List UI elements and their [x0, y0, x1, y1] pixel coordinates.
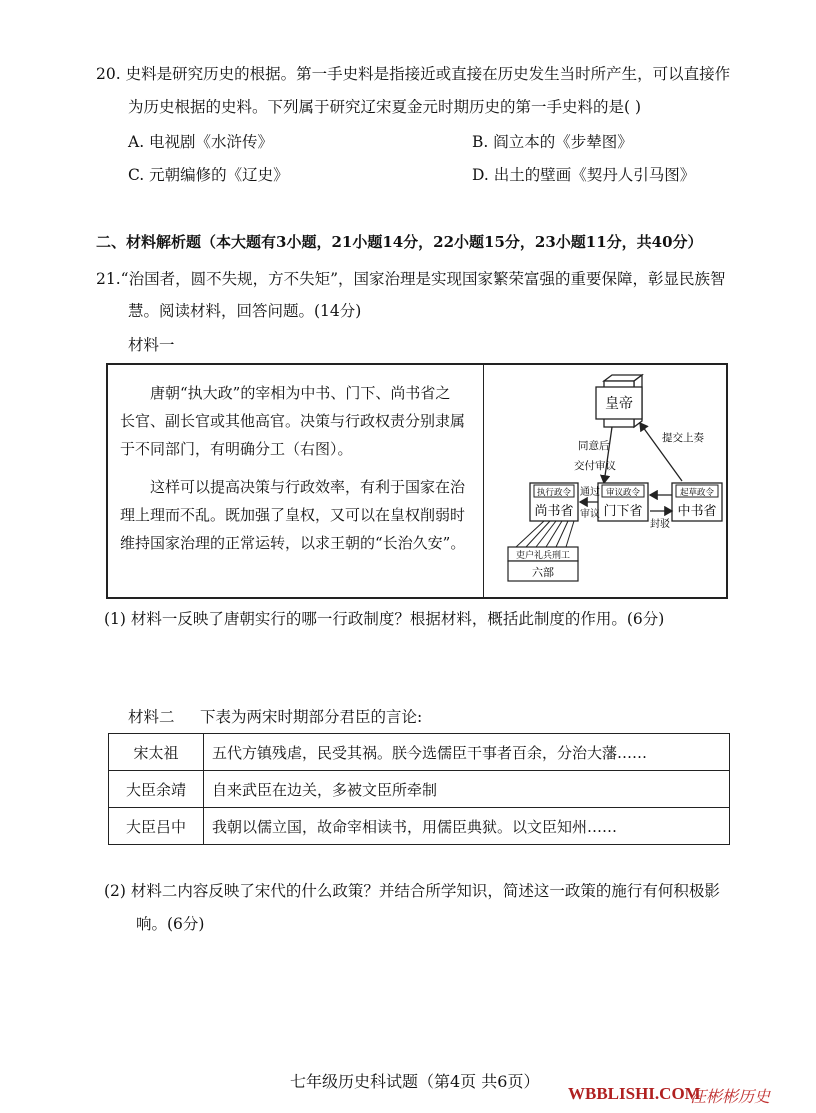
- q20-option-d: D. 出土的壁画《契丹人引马图》: [472, 166, 696, 184]
- material1-text-line4: 这样可以提高决策与行政效率，有利于国家在治: [150, 478, 466, 496]
- arrow-label-submit: 提交上奏: [662, 432, 704, 444]
- shangshu-tag: 执行政令: [536, 488, 572, 498]
- q21-sub1: (1) 材料一反映了唐朝实行的哪一行政制度？根据材料，概括此制度的作用。(6分): [104, 610, 665, 628]
- table-cell-speaker: 大臣吕中: [109, 808, 204, 845]
- material1-box: [106, 363, 728, 599]
- six-ministries-label: 六部: [532, 566, 554, 579]
- material2-table: [108, 733, 730, 845]
- q20-option-b: B. 阎立本的《步辇图》: [472, 133, 633, 151]
- table-cell-speaker: 大臣余靖: [109, 771, 204, 808]
- material1-text-line6: 维持国家治理的正常运转，以求王朝的“长治久安”。: [120, 534, 466, 552]
- material2-intro: 下表为两宋时期部分君臣的言论:: [200, 708, 423, 726]
- watermark-logo: 汪彬彬历史: [690, 1087, 771, 1106]
- menxia-label: 门下省: [603, 504, 643, 519]
- table-row: [109, 771, 730, 808]
- material1-text-line5: 理上理而不乱。既加强了皇权，又可以在皇权削弱时: [120, 506, 466, 524]
- arrow-label-pass: 通过: [580, 487, 600, 498]
- q20-option-c: C. 元朝编修的《辽史》: [128, 166, 289, 184]
- six-ministries-node: [508, 521, 578, 581]
- emperor-node: [596, 375, 642, 427]
- material1-text-line2: 长官、副长官或其他高官。决策与行政权责分别隶属: [120, 412, 466, 430]
- material1-text-line1: 唐朝“执大政”的宰相为中书、门下、尚书省之: [150, 384, 451, 402]
- table-cell-quote: 自来武臣在边关，多被文臣所牵制: [204, 771, 730, 808]
- arrow-label-deliver: 交付审议: [574, 460, 616, 472]
- emperor-label: 皇帝: [605, 396, 633, 412]
- arrow-label-review: 审议: [580, 509, 600, 520]
- table-row: [109, 734, 730, 771]
- material1-text-line3: 于不同部门，有明确分工（右图）。: [120, 440, 353, 458]
- page-footer: 七年级历史科试题（第4页 共6页）: [290, 1072, 540, 1091]
- table-cell-quote: 五代方镇残虐，民受其祸。朕今选儒臣干事者百余，分治大藩……: [204, 734, 730, 771]
- section2-heading: 二、材料解析题（本大题有3小题，21小题14分，22小题15分，23小题11分，共40分）: [96, 233, 703, 251]
- zhongshu-tag: 起草政令: [679, 488, 715, 498]
- q21-sub2-line1: (2) 材料二内容反映了宋代的什么政策？并结合所学知识，简述这一政策的施行有何积极影: [104, 882, 720, 900]
- menxia-tag: 审议政令: [605, 488, 641, 498]
- arrow-emperor-to-menxia: [604, 427, 612, 483]
- shangshu-node: [530, 483, 578, 521]
- q20-stem-line2: 为历史根据的史料。下列属于研究辽宋夏金元时期历史的第一手史料的是( ): [128, 98, 642, 116]
- zhongshu-node: [672, 483, 722, 521]
- zhongshu-label: 中书省: [677, 504, 717, 519]
- watermark-url: WBBLISHI.COM: [568, 1084, 701, 1103]
- material1-divider: [483, 365, 484, 597]
- six-ministries-names: 吏户礼兵刑工: [515, 551, 571, 561]
- table-row: [109, 808, 730, 845]
- material1-label: 材料一: [128, 336, 175, 354]
- q21-stem-line1: 21.“治国者，圆不失规，方不失矩”，国家治理是实现国家繁荣富强的重要保障，彰显民族智: [96, 270, 726, 288]
- menxia-node: [598, 483, 648, 521]
- shangshu-label: 尚书省: [534, 504, 574, 519]
- table-cell-speaker: 宋太祖: [109, 734, 204, 771]
- q20-option-a: A. 电视剧《水浒传》: [128, 133, 274, 151]
- q20-stem-line1: 20. 史料是研究历史的根据。第一手史料是指接近或直接在历史发生当时所产生，可以直接作: [96, 65, 731, 83]
- three-departments-diagram: [486, 365, 726, 597]
- q21-sub2-line2: 响。(6分): [136, 915, 205, 933]
- q21-stem-line2: 慧。阅读材料，回答问题。(14分): [128, 302, 362, 320]
- table-cell-quote: 我朝以儒立国，故命宰相读书，用儒臣典狱。以文臣知州……: [204, 808, 730, 845]
- arrow-label-agree: 同意后: [578, 440, 610, 452]
- arrow-label-reject: 封驳: [650, 519, 670, 530]
- material2-label: 材料二: [128, 708, 175, 726]
